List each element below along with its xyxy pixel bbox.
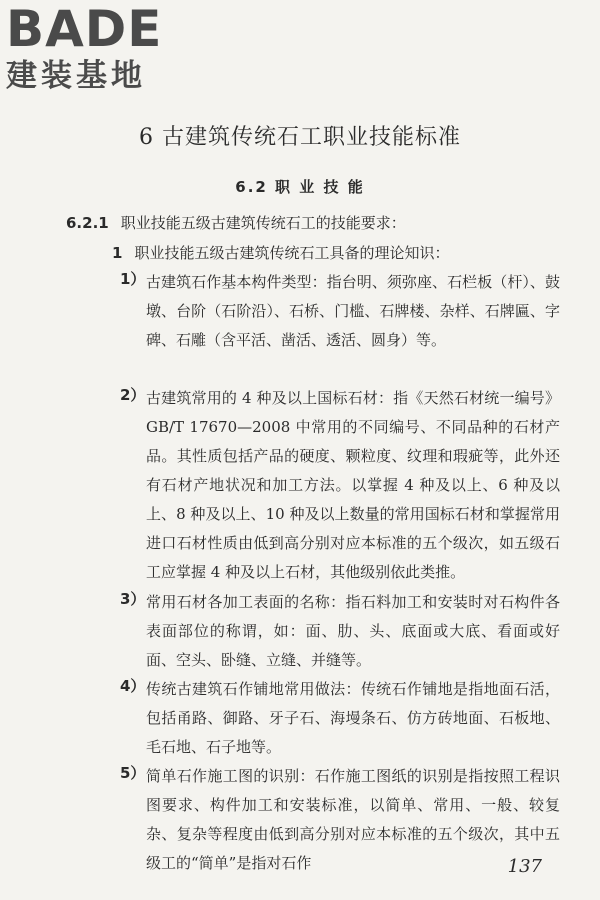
paragraph-text: 职业技能五级古建筑传统石工具备的理论知识： (134, 244, 450, 262)
paragraph-heading (112, 242, 449, 263)
item-number: 4） (120, 677, 146, 695)
clause-number: 6.2.1 (66, 214, 109, 232)
item-number: 2） (120, 386, 146, 404)
paragraph-number: 1 (112, 244, 123, 262)
logo-subtitle: 建装基地 (6, 58, 146, 94)
chapter-title: 6 古建筑传统石工职业技能标准 (139, 125, 461, 150)
page-number: 137 (507, 856, 542, 877)
list-item (120, 675, 560, 762)
item-text: 传统古建筑石作铺地常用做法：传统石作铺地是指地面石活，包括甬路、御路、牙子石、海墁条石、仿方砖地面、石板地、毛石地、石子地等。 (146, 680, 560, 756)
list-item (120, 384, 560, 587)
clause-heading (66, 212, 406, 233)
item-number: 5） (120, 764, 146, 782)
item-text: 古建筑常用的 4 种及以上国标石材：指《天然石材统一编号》GB/T 17670—2008 中常用的不同编号、不同品种的石材产品。其性质包括产品的硬度、颗粒度、纹理和瑕疵等，此外还有石材产地状况和加工方法。以掌握 4 种及以上、6 种及以上、8 种及以上、10 种及以上数量的常用国标石材和掌握常用进口石材性质由低到高分别对应本标准的五个级次，如五级石工应掌握 4 种及以上石材，其他级别依此类推。 (146, 389, 560, 581)
item-number: 3） (120, 590, 146, 608)
item-text: 常用石材各加工表面的名称：指石料加工和安装时对石构件各表面部位的称谓，如：面、肋、头、底面或大底、看面或好面、空头、卧缝、立缝、并缝等。 (146, 593, 560, 669)
list-item (120, 268, 560, 355)
logo-wordmark: BADE (6, 0, 163, 58)
section-title: 6.2 职 业 技 能 (235, 178, 365, 196)
list-item (120, 588, 560, 675)
item-number: 1） (120, 270, 146, 288)
item-text: 简单石作施工图的识别：石作施工图纸的识别是指按照工程识图要求、构件加工和安装标准，以简单、常用、一般、较复杂、复杂等程度由低到高分别对应本标准的五个级次，其中五级工的“简单”是指对石作 (146, 767, 560, 872)
clause-text: 职业技能五级古建筑传统石工的技能要求： (120, 214, 406, 232)
list-item (120, 762, 560, 878)
publisher-logo (6, 0, 176, 94)
item-text: 古建筑石作基本构件类型：指台明、须弥座、石栏板（杆）、鼓墩、台阶（石阶沿）、石桥、门槛、石牌楼、杂样、石牌匾、字碑、石雕（含平活、凿活、透活、圆身）等。 (146, 273, 560, 349)
